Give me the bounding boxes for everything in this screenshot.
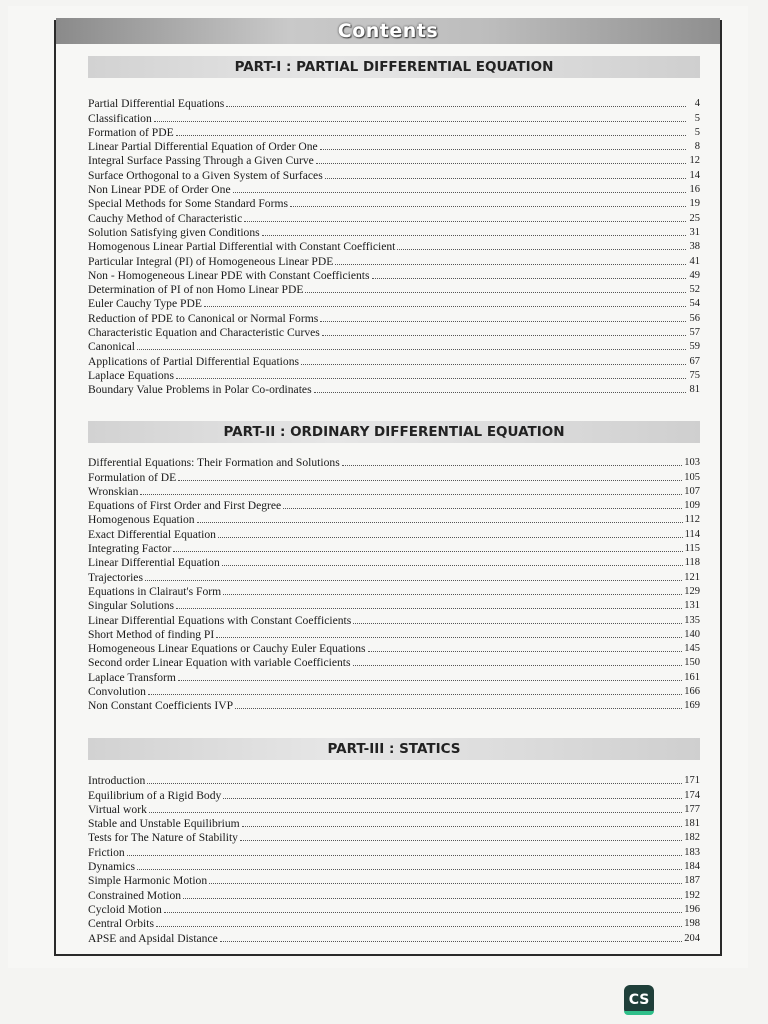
toc-entry-page: 121 [684,571,700,583]
toc-entry [88,167,700,181]
toc-entry [88,802,700,816]
toc-entry [88,655,700,669]
part-2-toc [88,455,700,712]
toc-entry-title: Introduction [88,774,146,788]
toc-entry-page: 131 [684,600,700,612]
toc-entry-page: 177 [684,803,700,815]
toc-entry-page: 174 [684,789,700,801]
toc-entry [88,225,700,239]
toc-entry-page: 105 [684,471,700,483]
toc-entry-title: Linear Differential Equation [88,556,220,570]
dot-leader [305,292,686,293]
dot-leader [218,537,683,538]
dot-leader [335,264,686,265]
toc-entry-page: 196 [684,903,700,915]
toc-entry [88,930,700,944]
dot-leader [204,306,686,307]
toc-entry [88,469,700,483]
contents-banner [56,18,720,44]
dot-leader [176,135,686,136]
part-3-title: PART-III : STATICS [327,741,461,757]
toc-entry [88,541,700,555]
dot-leader [353,665,683,666]
toc-entry-title: Integrating Factor [88,542,172,556]
toc-entry [88,641,700,655]
toc-entry-page: 16 [689,184,700,196]
dot-leader [322,335,686,336]
toc-entry-title: Reduction of PDE to Canonical or Normal Forms [88,311,319,325]
toc-entry [88,182,700,196]
toc-entry [88,773,700,787]
dot-leader [301,364,686,365]
toc-entry-title: Canonical [88,340,136,354]
toc-entry-title: Equations in Clairaut's Form [88,584,222,598]
toc-entry-title: Surface Orthogonal to a Given System of Surfaces [88,168,323,182]
toc-entry [88,902,700,916]
toc-entry-page: 5 [694,112,700,124]
dot-leader [223,798,682,799]
toc-entry-page: 81 [689,384,700,396]
dot-leader [223,594,682,595]
toc-entry-title: Differential Equations: Their Formation and Solutions [88,456,340,470]
toc-entry-title: Formulation of DE [88,470,177,484]
toc-entry [88,512,700,526]
toc-entry-title: Euler Cauchy Type PDE [88,297,202,311]
toc-entry [88,139,700,153]
dot-leader [156,926,682,927]
toc-entry-page: 75 [689,369,700,381]
dot-leader [154,121,686,122]
toc-entry [88,816,700,830]
toc-entry [88,253,700,267]
toc-entry [88,110,700,124]
toc-entry [88,210,700,224]
dot-leader [137,869,682,870]
toc-entry-page: 25 [689,212,700,224]
toc-entry-title: Integral Surface Passing Through a Given Curve [88,154,314,168]
toc-entry-page: 166 [684,686,700,698]
dot-leader [316,163,686,164]
dot-leader [283,508,682,509]
toc-entry [88,873,700,887]
dot-leader [222,565,683,566]
toc-entry [88,555,700,569]
page-title: Contents [337,20,439,42]
toc-entry [88,484,700,498]
toc-entry-title: Equations of First Order and First Degree [88,499,282,513]
toc-entry-page: 59 [689,341,700,353]
toc-entry [88,339,700,353]
dot-leader [262,235,686,236]
toc-entry [88,196,700,210]
toc-entry-page: 19 [689,198,700,210]
toc-entry-page: 109 [684,500,700,512]
toc-entry-title: Cauchy Method of Characteristic [88,211,243,225]
dot-leader [183,898,682,899]
dot-leader [178,480,682,481]
toc-entry-page: 192 [684,889,700,901]
toc-entry-title: Tests for The Nature of Stability [88,831,238,845]
toc-entry [88,325,700,339]
toc-entry-page: 184 [684,861,700,873]
part-1-title: PART-I : PARTIAL DIFFERENTIAL EQUATION [234,59,554,75]
toc-entry [88,455,700,469]
toc-entry [88,916,700,930]
dot-leader [244,221,686,222]
toc-entry-page: 145 [684,643,700,655]
toc-entry [88,368,700,382]
part-2-title: PART-II : ORDINARY DIFFERENTIAL EQUATION [223,424,565,440]
dot-leader [220,941,682,942]
toc-entry-title: Equilibrium of a Rigid Body [88,788,222,802]
toc-entry-page: 8 [694,141,700,153]
toc-entry-page: 4 [694,98,700,110]
toc-entry-title: Laplace Equations [88,368,174,382]
toc-entry-title: APSE and Apsidal Distance [88,931,218,945]
dot-leader [226,106,686,107]
dot-leader [137,349,686,350]
toc-entry-title: Linear Differential Equations with Constant Coefficients [88,613,352,627]
toc-entry-title: Short Method of finding PI [88,627,215,641]
toc-entry-title: Wronskian [88,484,139,498]
dot-leader [145,580,682,581]
toc-entry-title: Applications of Partial Differential Equations [88,354,299,368]
toc-entry-page: 115 [684,543,700,555]
toc-entry-title: Homogenous Equation [88,513,195,527]
toc-entry-title: Constrained Motion [88,888,182,902]
toc-entry-page: 114 [684,528,700,540]
part-3-toc [88,773,700,945]
toc-entry [88,526,700,540]
toc-entry-title: Dynamics [88,860,136,874]
toc-entry [88,153,700,167]
toc-entry [88,598,700,612]
toc-entry-page: 12 [689,155,700,167]
dot-leader [127,855,683,856]
toc-entry-page: 41 [689,255,700,267]
dot-leader [320,149,686,150]
toc-entry-page: 31 [689,226,700,238]
toc-entry [88,382,700,396]
dot-leader [353,623,682,624]
toc-entry [88,669,700,683]
toc-entry-title: Boundary Value Problems in Polar Co-ordinates [88,383,312,397]
toc-entry-page: 38 [689,241,700,253]
toc-entry [88,698,700,712]
toc-entry-page: 57 [689,327,700,339]
toc-entry-page: 161 [684,671,700,683]
toc-entry-page: 169 [684,700,700,712]
toc-entry-page: 140 [684,628,700,640]
toc-entry [88,830,700,844]
toc-entry [88,859,700,873]
dot-leader [197,522,683,523]
toc-entry-page: 52 [689,284,700,296]
toc-entry-title: Formation of PDE [88,125,174,139]
toc-entry-title: Characteristic Equation and Characteristic Curves [88,326,320,340]
toc-entry-page: 54 [689,298,700,310]
toc-entry-page: 5 [694,126,700,138]
dot-leader [149,812,682,813]
dot-leader [178,680,682,681]
toc-entry [88,353,700,367]
toc-entry-page: 118 [684,557,700,569]
toc-entry-title: Non Constant Coefficients IVP [88,699,234,713]
toc-entry-title: Trajectories [88,570,143,584]
dot-leader [233,192,686,193]
toc-entry-title: Classification [88,111,152,125]
camscanner-logo-text: CS [628,992,650,1008]
toc-entry-page: 56 [689,312,700,324]
toc-entry [88,268,700,282]
toc-entry [88,296,700,310]
toc-entry-title: Special Methods for Some Standard Forms [88,197,288,211]
toc-entry [88,584,700,598]
toc-entry-title: Exact Differential Equation [88,527,216,541]
toc-entry-title: Non - Homogeneous Linear PDE with Constant Coefficients [88,268,370,282]
toc-entry-page: 150 [684,657,700,669]
toc-entry-title: Particular Integral (PI) of Homogeneous Linear PDE [88,254,334,268]
toc-entry-title: Laplace Transform [88,670,176,684]
toc-entry-title: Cycloid Motion [88,902,162,916]
toc-entry-page: 171 [684,775,700,787]
dot-leader [325,178,686,179]
toc-entry [88,569,700,583]
toc-entry-page: 129 [684,585,700,597]
toc-entry [88,787,700,801]
dot-leader [173,551,682,552]
toc-entry-page: 181 [684,818,700,830]
toc-entry-page: 135 [684,614,700,626]
toc-entry-page: 187 [684,875,700,887]
dot-leader [342,465,683,466]
dot-leader [397,249,686,250]
dot-leader [320,321,686,322]
toc-entry [88,498,700,512]
toc-entry-page: 49 [689,269,700,281]
dot-leader [314,392,686,393]
dot-leader [240,840,682,841]
toc-entry-title: Homogenous Linear Partial Differential with Constant Coefficient [88,240,396,254]
dot-leader [209,883,682,884]
toc-entry [88,627,700,641]
toc-entry [88,612,700,626]
toc-entry-page: 112 [684,514,700,526]
part-1-heading [88,56,700,78]
dot-leader [148,694,682,695]
toc-entry [88,310,700,324]
dot-leader [372,278,686,279]
camscanner-logo [624,985,654,1015]
dot-leader [140,494,682,495]
toc-entry-title: Simple Harmonic Motion [88,874,208,888]
dot-leader [368,651,683,652]
toc-entry-title: Singular Solutions [88,599,174,613]
toc-entry-page: 14 [689,169,700,181]
part-3-heading [88,738,700,760]
part-2-heading [88,421,700,443]
toc-entry-title: Convolution [88,685,146,699]
toc-entry [88,239,700,253]
toc-entry [88,282,700,296]
toc-entry [88,96,700,110]
toc-entry [88,844,700,858]
toc-entry [88,887,700,901]
toc-entry-page: 183 [684,846,700,858]
toc-entry-title: Homogeneous Linear Equations or Cauchy Euler Equations [88,642,366,656]
toc-entry-page: 67 [689,355,700,367]
dot-leader [164,912,682,913]
toc-entry-title: Linear Partial Differential Equation of Order One [88,140,318,154]
toc-entry-page: 198 [684,918,700,930]
dot-leader [176,608,682,609]
toc-entry [88,125,700,139]
dot-leader [216,637,682,638]
toc-entry-title: Friction [88,845,125,859]
dot-leader [242,826,683,827]
toc-entry-title: Non Linear PDE of Order One [88,183,231,197]
toc-entry-title: Stable and Unstable Equilibrium [88,817,240,831]
toc-entry-page: 103 [684,457,700,469]
toc-entry-page: 204 [684,932,700,944]
toc-entry-title: Central Orbits [88,917,155,931]
part-1-toc [88,96,700,396]
toc-entry-page: 182 [684,832,700,844]
toc-entry-title: Partial Differential Equations [88,97,225,111]
dot-leader [290,206,686,207]
toc-entry-title: Second order Linear Equation with variable Coefficients [88,656,351,670]
toc-entry-title: Virtual work [88,802,147,816]
dot-leader [147,783,682,784]
toc-entry-page: 107 [684,485,700,497]
dot-leader [176,378,686,379]
toc-entry-title: Solution Satisfying given Conditions [88,225,260,239]
dot-leader [235,708,682,709]
toc-entry-title: Determination of PI of non Homo Linear PDE [88,283,304,297]
toc-entry [88,684,700,698]
